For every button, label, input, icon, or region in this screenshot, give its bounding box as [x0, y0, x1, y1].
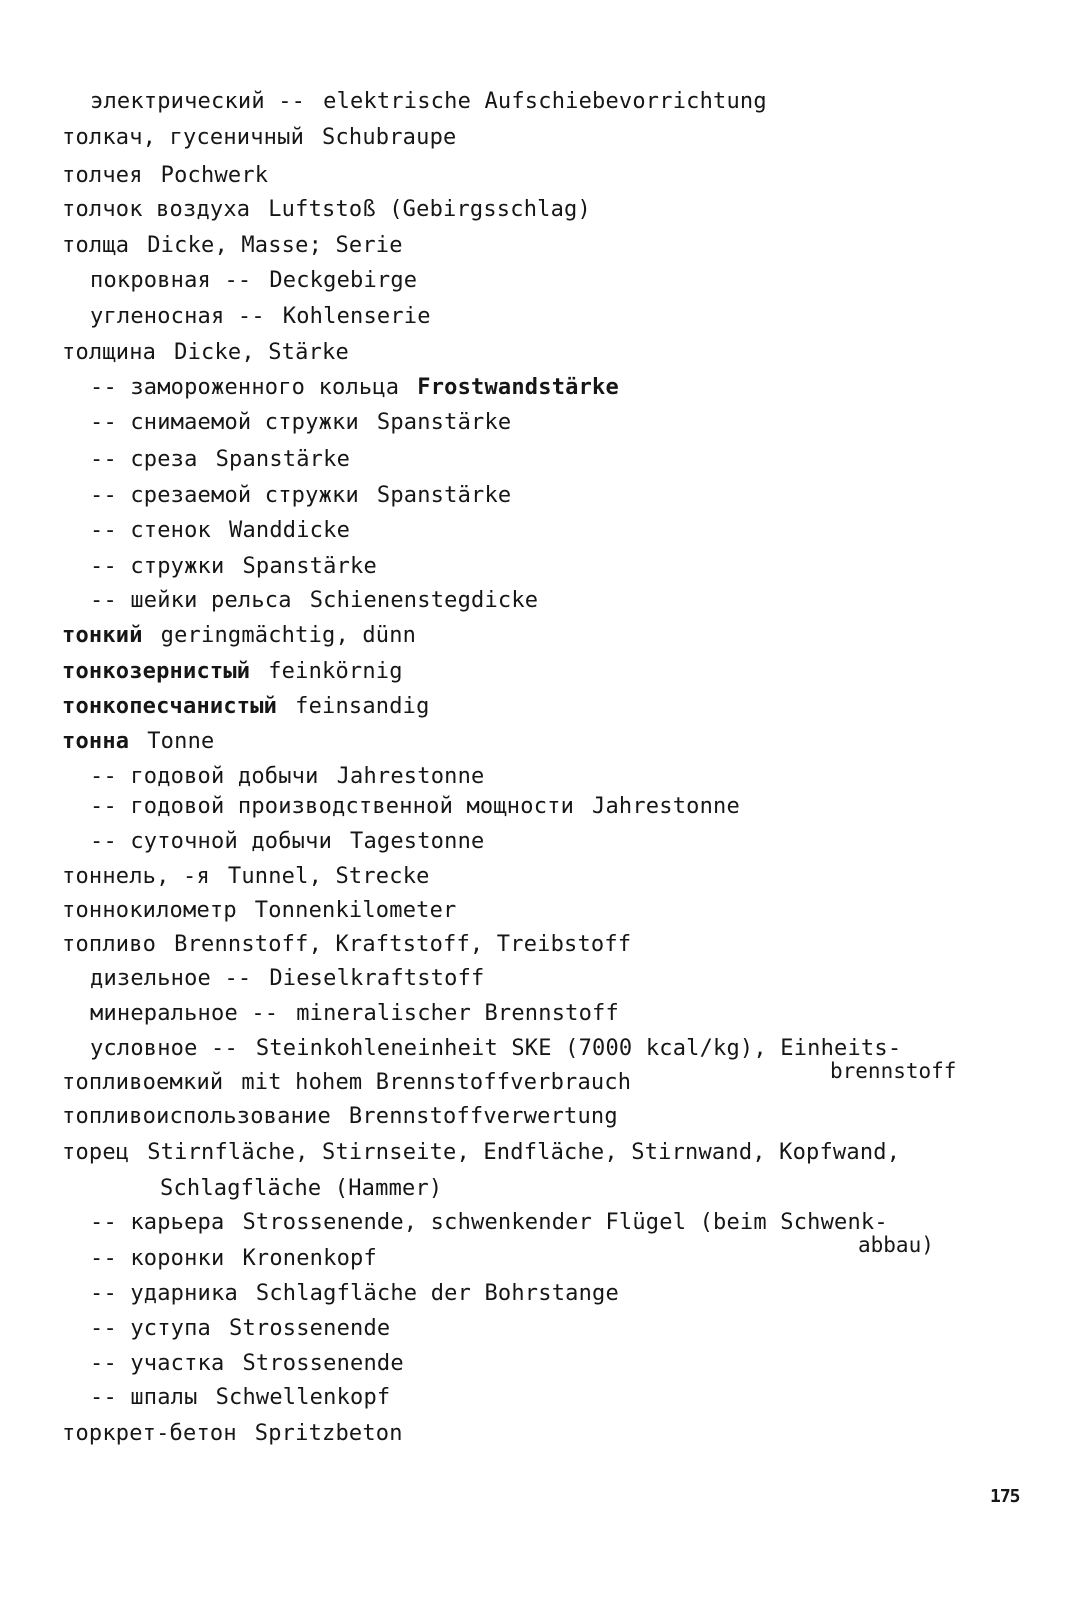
entry-tonkiy [62, 623, 416, 649]
entry-tolkach [62, 125, 456, 151]
entry-ustupa [90, 1316, 390, 1342]
entry-de: Deckgebirge [269, 268, 418, 293]
entry-de: Brennstoffverwertung [348, 1104, 618, 1129]
entry-ru: тонкозернистый [62, 659, 251, 684]
entry-ru: -- стенок [90, 518, 212, 543]
entry-de: Frostwandstärke [417, 375, 619, 400]
continuation-abbau: abbau) [858, 1233, 934, 1257]
entry-tonkopeschanisty [62, 694, 430, 720]
entry-tonna [62, 729, 214, 755]
page-number: 175 [990, 1486, 1020, 1507]
entry-tolshcha [62, 233, 403, 259]
entry-ru: электрический -- [90, 89, 306, 114]
entry-ru: -- годовой добычи [90, 764, 319, 789]
entry-ru: -- шпалы [90, 1385, 198, 1410]
entry-ru: угленосная -- [90, 304, 265, 329]
entry-de: feinsandig [295, 694, 430, 719]
entry-ru: торкрет-бетон [62, 1421, 237, 1446]
entry-ru: тоннокилометр [62, 898, 237, 923]
entry-de: geringmächtig, dünn [160, 623, 417, 648]
entry-tolcheya [62, 163, 268, 189]
entry-de: Schubraupe [322, 125, 457, 150]
entry-de: Tagestonne [350, 829, 485, 854]
entry-tonnel [62, 864, 430, 890]
entry-ru: -- коронки [90, 1246, 225, 1271]
entry-de: mineralischer Brennstoff [296, 1001, 619, 1026]
entry-struzhki [90, 554, 377, 580]
entry-ru: тоннель, -я [62, 864, 210, 889]
entry-ru: -- замороженного кольца [90, 375, 400, 400]
entry-mineralnoe [90, 1001, 619, 1027]
entry-ru: -- снимаемой стружки [90, 410, 359, 435]
entry-de: Tunnel, Strecke [227, 864, 430, 889]
entry-de: Dicke, Stärke [174, 340, 349, 365]
entry-ru: -- карьера [90, 1210, 225, 1235]
entry-de: Dieselkraftstoff [269, 966, 485, 991]
entry-de: Stirnfläche, Stirnseite, Endfläche, Stirnwand, Kopfwand, [147, 1140, 901, 1165]
entry-ru: дизельное -- [90, 966, 252, 991]
entry-de: Schlagfläche (Hammer) [160, 1176, 443, 1201]
entry-ru: -- стружки [90, 554, 225, 579]
entry-de: Spanstärke [215, 447, 351, 472]
entry-snimaemoy [90, 410, 511, 436]
entry-godovoy-dobychi [90, 764, 484, 790]
entry-ru: -- среза [90, 447, 198, 472]
entry-toplivoispolzovanie [62, 1104, 618, 1130]
entry-ru: минеральное -- [90, 1001, 279, 1026]
entry-de: Brennstoff, Kraftstoff, Treibstoff [174, 932, 632, 957]
entry-ru: толчок воздуха [62, 197, 251, 222]
entry-de: Strossenende [242, 1351, 404, 1376]
entry-de: feinkörnig [268, 659, 403, 684]
entry-sreza [90, 447, 350, 473]
entry-ru: топливо [62, 932, 157, 957]
entry-de: Jahrestonne [336, 764, 485, 789]
entry-ru: -- срезаемой стружки [90, 483, 359, 508]
entry-de: Kronenkopf [242, 1246, 377, 1271]
entry-de: Schienenstegdicke [309, 588, 539, 613]
entry-koronki [90, 1246, 377, 1272]
entry-zamorozhennogo [90, 375, 619, 401]
entry-ru: -- шейки рельса [90, 588, 292, 613]
entry-de: Dicke, Masse; Serie [147, 233, 403, 258]
entry-karera [90, 1210, 888, 1236]
entry-uslovnoe [90, 1036, 901, 1062]
entry-de: Tonnenkilometer [254, 898, 457, 923]
entry-de: Tonne [147, 729, 215, 754]
entry-tonkozernisty [62, 659, 403, 685]
entry-ru: тонна [62, 729, 130, 754]
entry-ru: толщина [62, 340, 157, 365]
entry-de: Steinkohleneinheit SKE (7000 kcal/kg), Einheits- [255, 1036, 902, 1061]
entry-ru: толкач, гусеничный [62, 125, 305, 150]
entry-sutochnoy [90, 829, 484, 855]
entry-srezaemoy [90, 483, 511, 509]
entry-de: Spritzbeton [254, 1421, 403, 1446]
entry-godovoy-moshchnosti [90, 794, 740, 820]
entry-tolshchina [62, 340, 349, 366]
entry-torets-cont [160, 1176, 442, 1202]
entry-udarnika [90, 1281, 619, 1307]
entry-uchastka [90, 1351, 404, 1377]
entry-de: Pochwerk [160, 163, 269, 188]
entry-stenok [90, 518, 350, 544]
entry-de: Kohlenserie [282, 304, 431, 329]
entry-ru: тонкий [62, 623, 143, 648]
entry-ru: условное -- [90, 1036, 238, 1061]
entry-ru: толчея [62, 163, 143, 188]
entry-toplivoemkiy [62, 1070, 631, 1096]
entry-uglenosnaya [90, 304, 431, 330]
entry-torkret [62, 1421, 403, 1447]
entry-ru: -- уступа [90, 1316, 212, 1341]
entry-torets [62, 1140, 900, 1166]
entry-ru: -- годовой производственной мощности [90, 794, 575, 819]
entry-shpaly [90, 1385, 390, 1411]
entry-elektrische [90, 89, 767, 115]
entry-de: Jahrestonne [592, 794, 740, 819]
entry-ru: толща [62, 233, 130, 258]
entry-pokrovnaya [90, 268, 417, 294]
entry-de: Spanstärke [376, 483, 512, 508]
entry-de: Wanddicke [229, 518, 351, 543]
entry-de: Spanstärke [376, 410, 512, 435]
entry-ru: топливоиспользование [62, 1104, 331, 1129]
continuation-brennstoff: brennstoff [830, 1059, 957, 1083]
entry-ru: тонкопесчанистый [62, 694, 278, 719]
entry-de: Schlagfläche der Bohrstange [255, 1281, 619, 1306]
entry-sheyki [90, 588, 538, 614]
entry-de: Spanstärke [242, 554, 377, 579]
entry-ru: торец [62, 1140, 130, 1165]
entry-ru: -- ударника [90, 1281, 238, 1306]
entry-toplivo [62, 932, 631, 958]
entry-tolchok [62, 197, 591, 223]
entry-ru: -- участка [90, 1351, 225, 1376]
entry-de: Luftstoß (Gebirgsschlag) [268, 197, 591, 222]
entry-de: Strossenende, schwenkender Flügel (beim Schwenk- [242, 1210, 888, 1235]
entry-de: Schwellenkopf [215, 1385, 391, 1410]
entry-ru: -- суточной добычи [90, 829, 333, 854]
entry-de: mit hohem Brennstoffverbrauch [241, 1070, 632, 1095]
entry-dizelnoe [90, 966, 484, 992]
entry-ru: покровная -- [90, 268, 252, 293]
entry-de: elektrische Aufschiebevorrichtung [323, 89, 767, 114]
entry-de: Strossenende [229, 1316, 391, 1341]
entry-ru: топливоемкий [62, 1070, 224, 1095]
entry-tonnokilometr [62, 898, 456, 924]
